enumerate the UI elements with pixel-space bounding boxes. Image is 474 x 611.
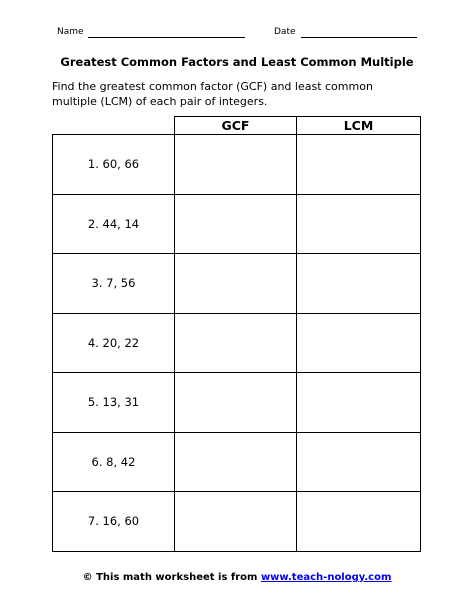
table-row [53, 254, 421, 314]
problem-label: 3. 7, 56 [53, 254, 175, 314]
gcf-answer-cell[interactable] [175, 313, 297, 373]
lcm-answer-cell[interactable] [297, 313, 421, 373]
lcm-answer-cell[interactable] [297, 492, 421, 552]
gcf-answer-cell[interactable] [175, 373, 297, 433]
instructions-line-1: Find the greatest common factor (GCF) and least common [52, 80, 373, 93]
gcf-answer-cell[interactable] [175, 254, 297, 314]
problem-label: 4. 20, 22 [53, 313, 175, 373]
lcm-answer-cell[interactable] [297, 194, 421, 254]
website-link[interactable]: www.teach-nology.com [260, 572, 392, 583]
table-row [53, 313, 421, 373]
table-row [53, 135, 421, 195]
gcf-column-header: GCF [175, 117, 297, 135]
table-row [53, 373, 421, 433]
header-row [0, 27, 474, 43]
problem-label: 2. 44, 14 [53, 194, 175, 254]
footer [0, 572, 474, 583]
lcm-column-header: LCM [297, 117, 421, 135]
table-header-row [53, 117, 421, 135]
lcm-answer-cell[interactable] [297, 135, 421, 195]
name-label: Name [57, 27, 84, 37]
problem-label: 1. 60, 66 [53, 135, 175, 195]
header-blank-cell [53, 117, 175, 135]
gcf-answer-cell[interactable] [175, 492, 297, 552]
instructions-line-2: multiple (LCM) of each pair of integers. [52, 95, 268, 108]
date-field-line[interactable] [301, 37, 417, 38]
date-label: Date [274, 27, 296, 37]
copyright-text: © This math worksheet is from [82, 572, 258, 583]
name-field-line[interactable] [88, 37, 245, 38]
problem-label: 7. 16, 60 [53, 492, 175, 552]
problem-label: 6. 8, 42 [53, 432, 175, 492]
gcf-answer-cell[interactable] [175, 135, 297, 195]
table-row [53, 492, 421, 552]
lcm-answer-cell[interactable] [297, 254, 421, 314]
problem-label: 5. 13, 31 [53, 373, 175, 433]
gcf-answer-cell[interactable] [175, 194, 297, 254]
worksheet-title: Greatest Common Factors and Least Common Multiple [60, 55, 414, 69]
answer-table [52, 116, 421, 552]
table-row [53, 194, 421, 254]
instructions [52, 79, 422, 109]
gcf-answer-cell[interactable] [175, 432, 297, 492]
lcm-answer-cell[interactable] [297, 373, 421, 433]
lcm-answer-cell[interactable] [297, 432, 421, 492]
table-row [53, 432, 421, 492]
